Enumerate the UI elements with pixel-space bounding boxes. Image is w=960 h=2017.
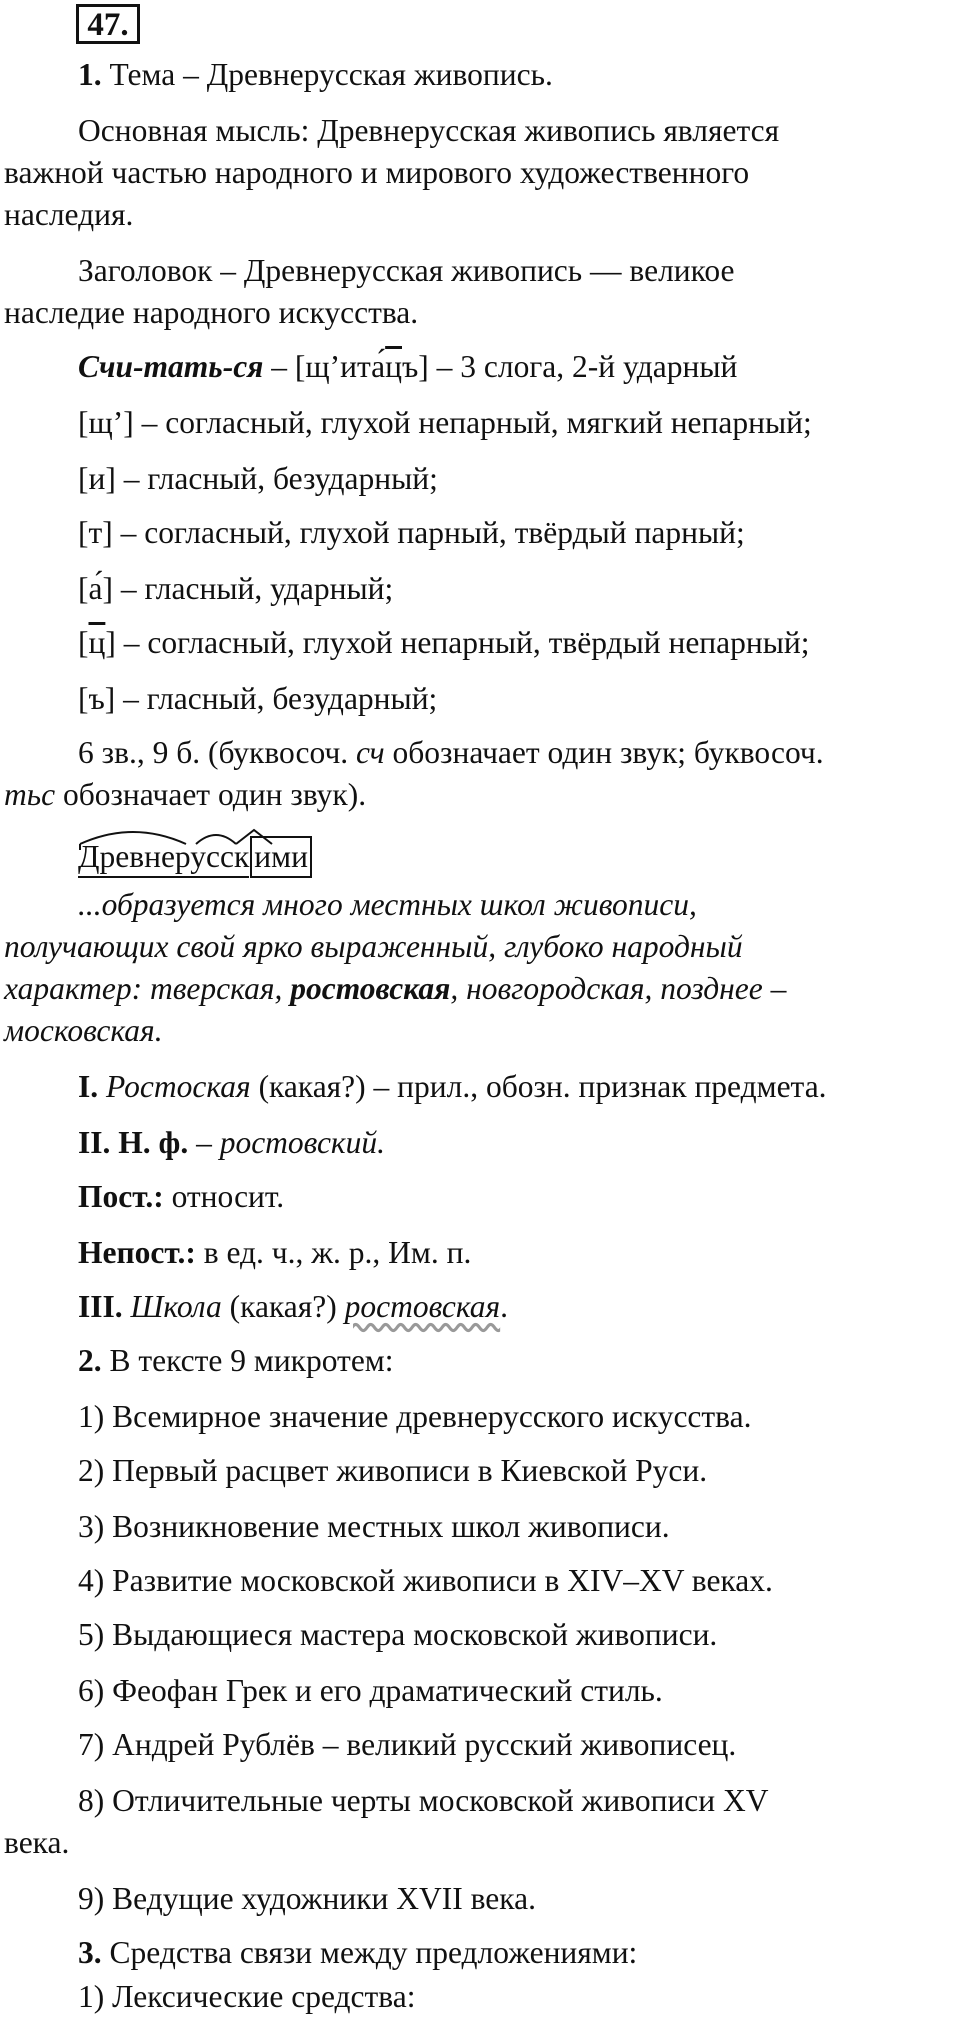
section-3-number: 3.: [78, 1935, 102, 1970]
section-2-number: 2.: [78, 1343, 102, 1378]
transcription-start: – [щ’ита́: [263, 349, 386, 384]
analysis-mid-5: (какая?): [221, 1289, 345, 1324]
section-3-title: Средства связи между предложениями:: [101, 1935, 638, 1970]
summary-text-a: 6 зв., 9 б. (буквосоч.: [78, 735, 357, 770]
section-2-title: В тексте 9 микротем:: [101, 1343, 394, 1378]
microtopic-9: 9) Ведущие художники XVII века.: [78, 1881, 536, 1916]
microtopic-6: 6) Феофан Грек и его драматический стиль.: [78, 1673, 663, 1708]
sound-line-6: [ъ] – гласный, безударный;: [78, 681, 438, 716]
microtopic-2: 2) Первый расцвет живописи в Киевской Руси.: [78, 1453, 708, 1488]
analysis-num-2: II. Н. ф.: [78, 1125, 189, 1160]
transcription-end: ъ] – 3 слога, 2-й ударный: [402, 349, 738, 384]
quote-text-1: ...образуется много местных школ живописи,: [78, 887, 697, 922]
quote-line-3: [4, 970, 786, 1008]
summary-text-c: обозначает один звук).: [55, 777, 367, 812]
analysis-line-1: [78, 1068, 827, 1106]
analysis-rest-4: в ед. ч., ж. р., Им. п.: [195, 1235, 472, 1270]
morpheme-analysis: [78, 820, 312, 872]
quote-line-1: [4, 886, 697, 924]
microtopic-3: 3) Возникновение местных школ живописи.: [78, 1509, 670, 1544]
analysis-line-2: [78, 1124, 385, 1162]
section-2-heading: [78, 1342, 394, 1380]
quote-text-4: московская.: [4, 1013, 163, 1048]
analysis-line-3: [78, 1178, 284, 1216]
sound-desc: ] – согласный, глухой непарный, твёрдый непарный;: [105, 625, 810, 660]
main-idea-line-3: наследия.: [4, 197, 134, 232]
affricate-ts: ц: [385, 349, 402, 384]
topic-text: Тема – Древнерусская живопись.: [101, 57, 553, 92]
quote-line-4: [4, 1012, 163, 1050]
quote-text-3c: , новгородская, позднее –: [450, 971, 787, 1006]
sound-line-2: [и] – гласный, безударный;: [78, 461, 438, 496]
affricate-ts-2: ц: [88, 625, 106, 660]
microtopic-8-cont: века.: [4, 1825, 70, 1860]
quote-text-2: получающих свой ярко выраженный, глубоко народный: [4, 929, 743, 964]
microtopic-4: 4) Развитие московской живописи в XIV–XV веках.: [78, 1563, 773, 1598]
sound-line-4: [а́] – гласный, ударный;: [78, 571, 394, 606]
section-number: 1.: [78, 57, 102, 92]
sound-line-1: [щ’] – согласный, глухой непарный, мягкий непарный;: [78, 405, 812, 440]
summary-line-1: [78, 734, 824, 772]
word-ending: ими: [250, 836, 312, 878]
analysis-num-1: I.: [78, 1069, 99, 1104]
morpheme-word: [78, 820, 312, 878]
summary-line-2: [4, 776, 366, 814]
heading-line-1: Заголовок – Древнерусская живопись — великое: [78, 253, 735, 288]
main-idea-line-1: Основная мысль: Древнерусская живопись является: [78, 113, 780, 148]
quote-text-3a: характер: тверская,: [4, 971, 291, 1006]
sound-line-5: [78, 624, 810, 662]
analysis-num-5: III.: [78, 1289, 123, 1324]
analysis-label-4: Непост.:: [78, 1235, 196, 1270]
analysis-word-5: Школа: [122, 1289, 222, 1324]
section-3-heading: [78, 1934, 637, 1972]
topic-line: [78, 56, 553, 94]
microtopic-8: 8) Отличительные черты московской живописи XV: [78, 1783, 769, 1818]
bracket-open: [: [78, 625, 89, 660]
analysis-word-2: ростовский.: [219, 1125, 386, 1160]
analysis-end-5: .: [500, 1289, 509, 1324]
quote-line-2: [4, 928, 743, 966]
microtopic-7: 7) Андрей Рублёв – великий русский живописец.: [78, 1727, 737, 1762]
analysis-word-1: Ростоская: [98, 1069, 251, 1104]
microtopic-1: 1) Всемирное значение древнерусского искусства.: [78, 1399, 752, 1434]
quote-highlight: ростовская: [290, 971, 451, 1006]
analysis-line-5: [78, 1288, 508, 1326]
main-idea-line-2: важной частью народного и мирового художественного: [4, 155, 750, 190]
analysis-dash: –: [188, 1125, 220, 1160]
summary-text-b: обозначает один звук; буквосоч.: [384, 735, 824, 770]
exercise-number: 47.: [76, 4, 140, 44]
section-3-item-1: 1) Лексические средства:: [78, 1979, 416, 2014]
analysis-label-3: Пост.:: [78, 1179, 164, 1214]
analysis-line-4: [78, 1234, 471, 1272]
heading-line-2: наследие народного искусства.: [4, 295, 419, 330]
summary-letters-2: тьс: [4, 777, 56, 812]
summary-letters-1: сч: [356, 735, 385, 770]
microtopic-5: 5) Выдающиеся мастера московской живописи.: [78, 1617, 718, 1652]
analysis-rest-3: относит.: [163, 1179, 285, 1214]
syllable-word: Счи-тать-ся: [78, 349, 264, 384]
word-stem: Древнерусск: [78, 838, 249, 878]
analysis-rest-1: (какая?) – прил., обозн. признак предмета.: [250, 1069, 827, 1104]
phonetic-header: [78, 348, 737, 386]
sound-line-3: [т] – согласный, глухой парный, твёрдый парный;: [78, 515, 745, 550]
analysis-word-5b: ростовская: [344, 1289, 501, 1324]
